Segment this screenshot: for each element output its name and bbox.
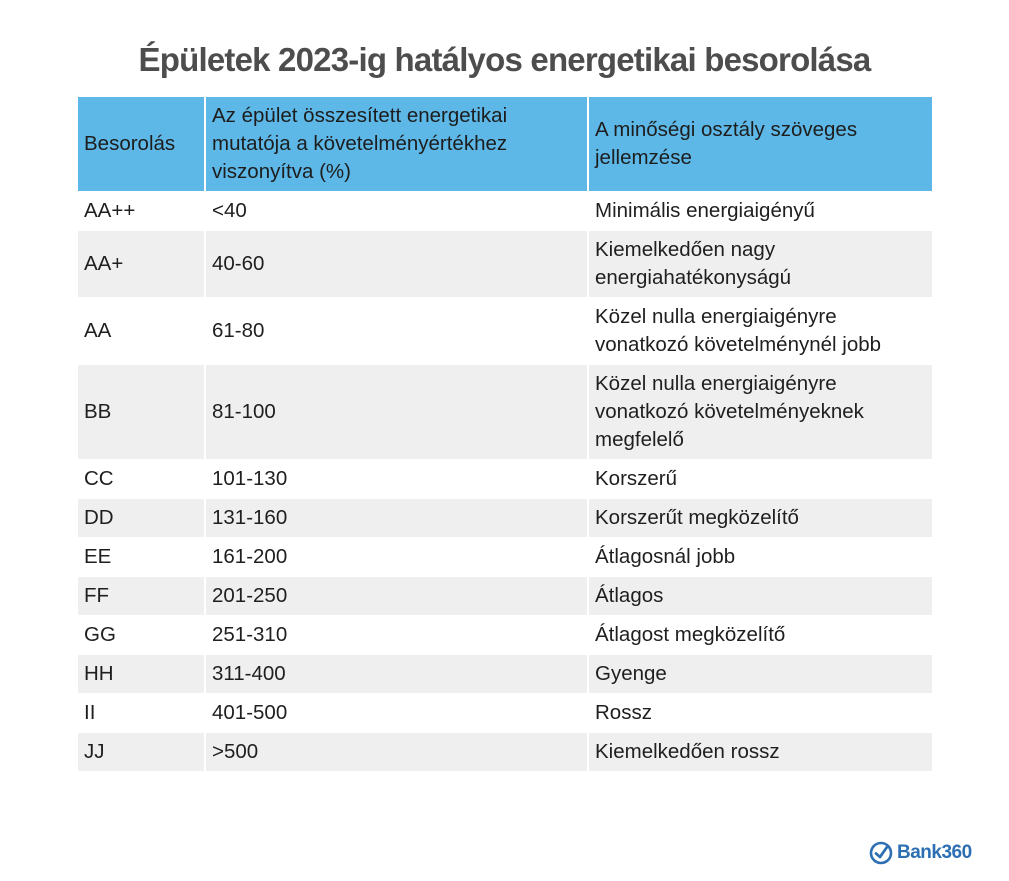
table-row	[78, 365, 932, 460]
indicator-cell: <40	[205, 192, 588, 231]
table-row	[78, 298, 932, 365]
indicator-cell: 61-80	[205, 298, 588, 365]
table-row	[78, 616, 932, 655]
column-header-indicator: Az épület összesített energetikai mutatója a követelményértékhez viszonyítva (%)	[205, 97, 588, 192]
rating-cell: EE	[78, 538, 205, 577]
rating-cell: GG	[78, 616, 205, 655]
table-row	[78, 231, 932, 298]
rating-cell: AA+	[78, 231, 205, 298]
rating-cell: HH	[78, 655, 205, 694]
indicator-cell: 251-310	[205, 616, 588, 655]
table-row	[78, 499, 932, 538]
description-cell: Átlagost megközelítő	[588, 616, 932, 655]
indicator-cell: 101-130	[205, 460, 588, 499]
table-row	[78, 694, 932, 733]
description-cell: Gyenge	[588, 655, 932, 694]
indicator-cell: 40-60	[205, 231, 588, 298]
indicator-cell: 161-200	[205, 538, 588, 577]
indicator-cell: 201-250	[205, 577, 588, 616]
rating-cell: AA++	[78, 192, 205, 231]
indicator-cell: 81-100	[205, 365, 588, 460]
brand-name: Bank360	[897, 842, 972, 863]
column-header-rating: Besorolás	[78, 97, 205, 192]
table-row	[78, 733, 932, 772]
description-cell: Átlagos	[588, 577, 932, 616]
description-cell: Kiemelkedően nagy energiahatékonyságú	[588, 231, 932, 298]
description-cell: Kiemelkedően rossz	[588, 733, 932, 772]
table-row	[78, 192, 932, 231]
table-row	[78, 655, 932, 694]
description-cell: Minimális energiaigényű	[588, 192, 932, 231]
rating-cell: BB	[78, 365, 205, 460]
table-row	[78, 460, 932, 499]
description-cell: Korszerűt megközelítő	[588, 499, 932, 538]
rating-cell: JJ	[78, 733, 205, 772]
table-row	[78, 538, 932, 577]
description-cell: Közel nulla energiaigényre vonatkozó követelményeknek megfelelő	[588, 365, 932, 460]
description-cell: Rossz	[588, 694, 932, 733]
energy-rating-table	[78, 97, 932, 771]
description-cell: Korszerű	[588, 460, 932, 499]
column-header-description: A minőségi osztály szöveges jellemzése	[588, 97, 932, 192]
indicator-cell: >500	[205, 733, 588, 772]
bank360-logo-icon	[869, 841, 893, 865]
rating-cell: DD	[78, 499, 205, 538]
indicator-cell: 401-500	[205, 694, 588, 733]
indicator-cell: 311-400	[205, 655, 588, 694]
description-cell: Átlagosnál jobb	[588, 538, 932, 577]
description-cell: Közel nulla energiaigényre vonatkozó követelménynél jobb	[588, 298, 932, 365]
rating-cell: II	[78, 694, 205, 733]
table-row	[78, 577, 932, 616]
table-header-row	[78, 97, 932, 192]
page-title: Épületek 2023-ig hatályos energetikai besorolása	[138, 41, 871, 78]
rating-cell: CC	[78, 460, 205, 499]
rating-cell: FF	[78, 577, 205, 616]
brand-logo	[869, 838, 972, 868]
indicator-cell: 131-160	[205, 499, 588, 538]
rating-cell: AA	[78, 298, 205, 365]
